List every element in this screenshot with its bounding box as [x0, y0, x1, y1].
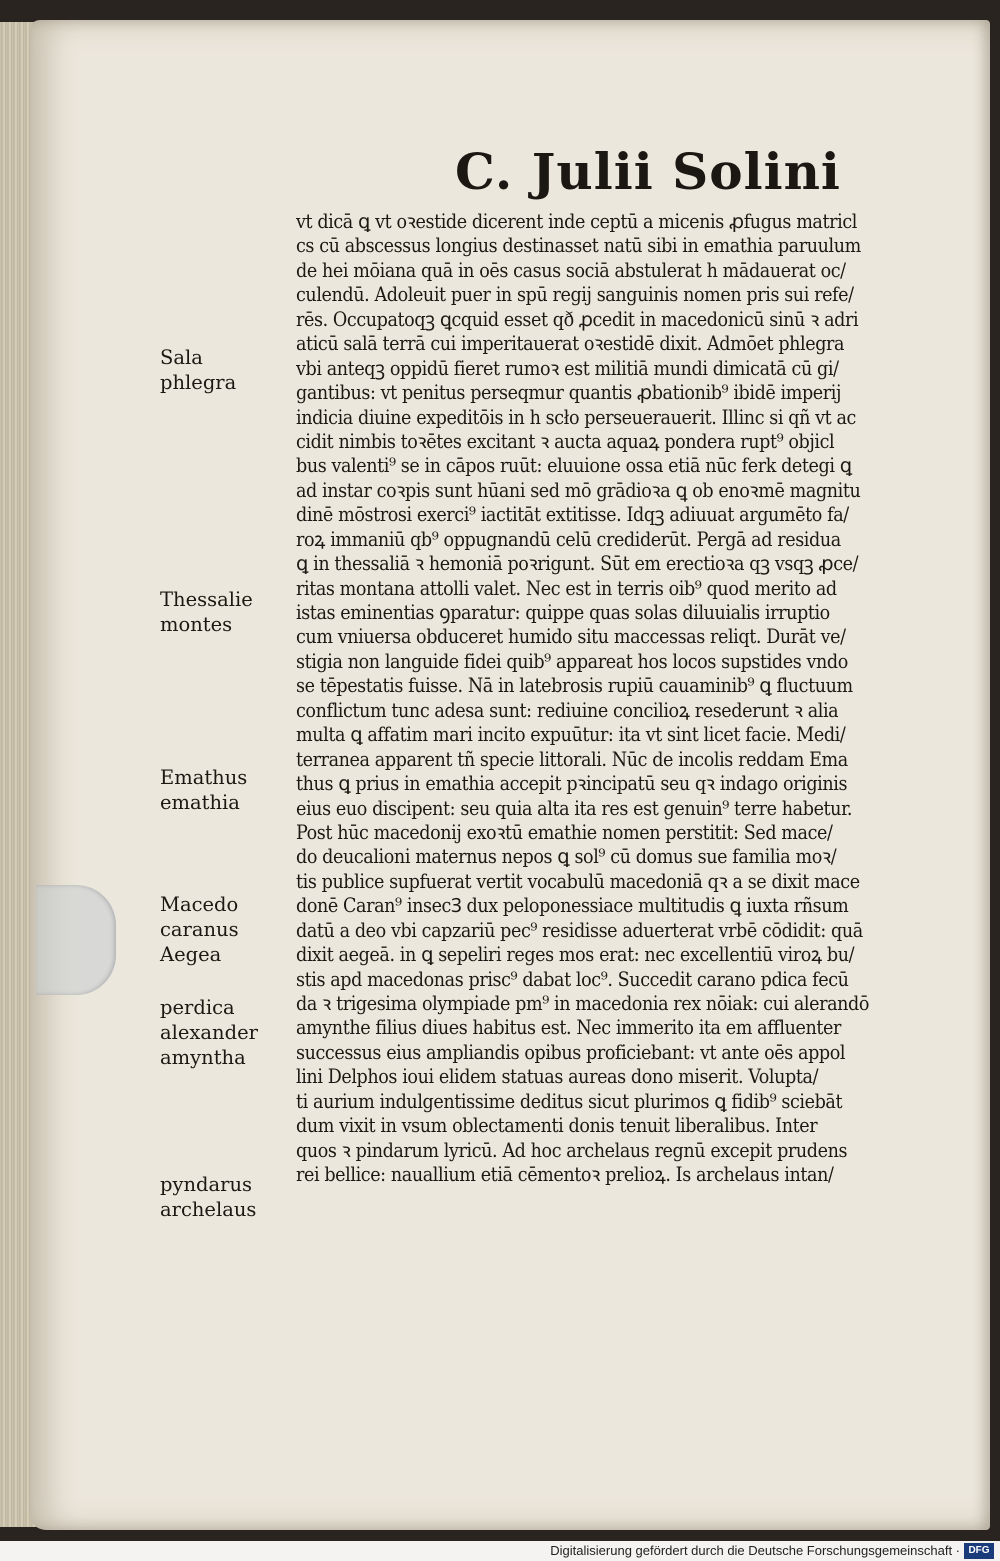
margin-note: [160, 765, 285, 815]
footer-bar: [0, 1541, 1000, 1561]
margin-note-line: emathia: [160, 791, 240, 814]
text-line: terranea apparent tñ specie littorali. Nūc de incolis reddam Ema: [296, 747, 848, 771]
margin-note-line: Macedo: [160, 893, 239, 916]
text-line: stigia non languide fidei quib⁹ appareat hos locos supstides vndo: [296, 649, 848, 673]
margin-note: [160, 587, 285, 637]
text-line: tis publice supfuerat vertit vocabulū macedoniā qꝛ a se dixit mace: [296, 869, 860, 893]
dfg-logo: DFG: [964, 1543, 994, 1559]
text-line: cidit nimbis toꝛētes excitant ꝛ aucta aquaꝝ pondera rupt⁹ objicl: [296, 429, 835, 453]
text-line: dinē mōstrosi exerci⁹ iactitāt extitisse. Idqꝫ adiuuat argumēto fa/: [296, 503, 849, 527]
text-line: da ꝛ trigesima olympiade pm⁹ in macedonia rex nōiak: cui alerandō: [296, 992, 870, 1015]
text-line: vt dicā ꝗ vt oꝛestide dicerent inde ceptū a micenis ꝓfugus matricl: [296, 210, 857, 233]
margin-note: [160, 345, 285, 395]
footer-credit: Digitalisierung gefördert durch die Deutsche Forschungsgemeinschaft ·: [550, 1543, 960, 1558]
margin-note-line: montes: [160, 613, 233, 636]
text-line: rēs. Occupatoqꝫ ꝗcquid esset qð ꝓcedit in macedonicū sinū ꝛ adri: [296, 307, 859, 331]
text-line: dum vixit in vsum oblectamenti donis tenuit liberalibus. Inter: [296, 1114, 818, 1138]
text-line: culendū. Adoleuit puer in spū regij sanguinis nomen pris sui refe/: [296, 283, 854, 307]
text-line: vbi anteqꝫ oppidū fieret rumoꝛ est militiā mundi dimicatā cū gi/: [296, 356, 839, 380]
text-line: thus ꝗ prius in emathia accepit pꝛincipatū seu qꝛ indago originis: [296, 772, 848, 796]
margin-note-line: Thessalie: [160, 588, 253, 611]
text-line: do deucalioni maternus nepos ꝗ sol⁹ cū domus sue familia moꝛ/: [296, 845, 837, 869]
text-line: quos ꝛ pindarum lyricū. Ad hoc archelaus regnū excepit prudens: [296, 1138, 848, 1162]
text-line: ad instar coꝛpis sunt hūani sed mō grādioꝛa ꝗ ob enoꝛmē magnitu: [296, 478, 861, 502]
text-line: ti aurium indulgentissime deditus sicut plurimos ꝗ fidib⁹ sciebāt: [296, 1089, 843, 1113]
margin-note-line: alexander: [160, 1021, 258, 1044]
margin-note-line: phlegra: [160, 371, 237, 394]
text-line: cum vniuersa obduceret humido situ maccessas reliqt. Durāt ve/: [296, 625, 846, 649]
text-line: stis apd macedonas prisc⁹ dabat loc⁹. Succedit carano pdica fecū: [296, 967, 849, 991]
margin-note-line: perdica: [160, 996, 235, 1019]
text-line: cs cū abscessus longius destinasset natū sibi in emathia paruulum: [296, 234, 861, 258]
text-line: datū a deo vbi capzariū pec⁹ residisse aduerterat vrbē cōdidit: quā: [296, 918, 863, 942]
text-line: se tēpestatis fuisse. Nā in latebrosis rupiū cauaminib⁹ ꝗ fluctuum: [296, 674, 853, 698]
text-line: istas eminentias ꝯparatur: quippe quas solas diluuialis irruptio: [296, 601, 830, 624]
text-line: conflictum tunc adesa sunt: rediuine concilioꝝ resederunt ꝛ alia: [296, 698, 839, 722]
text-line: de hei mōiana quā in oēs casus sociā abstulerat h mādauerat oc/: [296, 258, 846, 282]
margin-note-line: archelaus: [160, 1198, 257, 1221]
text-line: dixit aegeā. in ꝗ sepeliri reges mos erat: nec excellentiū viroꝝ bu/: [296, 943, 855, 967]
page-title: C. Julii Solini: [455, 142, 841, 201]
margin-note: [160, 995, 285, 1070]
margin-note-line: caranus: [160, 918, 239, 941]
text-line: donē Caran⁹ insecꝪ dux peloponessiace multitudis ꝗ iuxta rñsum: [296, 894, 849, 918]
text-line: ꝗ in thessaliā ꝛ hemoniā poꝛrigunt. Sūt em erectioꝛa qꝫ vsqꝫ ꝓce/: [296, 552, 859, 576]
margin-note-line: Aegea: [160, 943, 222, 966]
text-line: amynthe filius diues habitus est. Nec immerito ita em affluenter: [296, 1016, 841, 1040]
margin-note-line: amyntha: [160, 1046, 246, 1069]
text-line: roꝝ immaniū qb⁹ oppugnandū celū crediderūt. Pergā ad residua: [296, 527, 841, 551]
text-line: multa ꝗ affatim mari incito expuūtur: ita vt sint licet facie. Medi/: [296, 723, 846, 747]
text-line: gantibus: vt penitus perseqmur quantis ꝓbationib⁹ ibidē imperij: [296, 381, 842, 405]
text-line: ritas montana attolli valet. Nec est in terris oib⁹ quod merito ad: [296, 576, 837, 600]
margin-note: [160, 892, 285, 967]
text-line: lini Delphos ioui elidem statuas aureas dono miserit. Volupta/: [296, 1065, 819, 1089]
margin-note-line: Sala: [160, 346, 203, 369]
text-line: Post hūc macedonij exoꝛtū emathie nomen perstitit: Sed mace/: [296, 820, 833, 844]
text-line: indicia diuine expeditōis in h scło perseuerauerit. Illinc si qñ vt ac: [296, 405, 856, 429]
margin-note: [160, 1172, 285, 1222]
text-line: successus eius ampliandis opibus proficiebant: vt ante oēs appol: [296, 1040, 846, 1064]
body-text: [296, 210, 971, 1188]
margin-note-line: Emathus: [160, 766, 248, 789]
text-line: aticū salā terrā cui imperitauerat oꝛestidē dixit. Admōet phlegra: [296, 332, 845, 356]
text-line: rei bellice: nauallium etiā cēmentoꝛ prelioꝝ. Is archelaus intan/: [296, 1163, 834, 1187]
text-line: eius euo discipent: seu quia alta ita res est genuin⁹ terre habetur.: [296, 796, 853, 820]
page-clip: [36, 885, 116, 995]
margin-note-line: pyndarus: [160, 1173, 253, 1196]
text-line: bus valenti⁹ se in cāpos ruūt: eluuione ossa etiā nūc ferk detegi ꝗ: [296, 454, 852, 478]
